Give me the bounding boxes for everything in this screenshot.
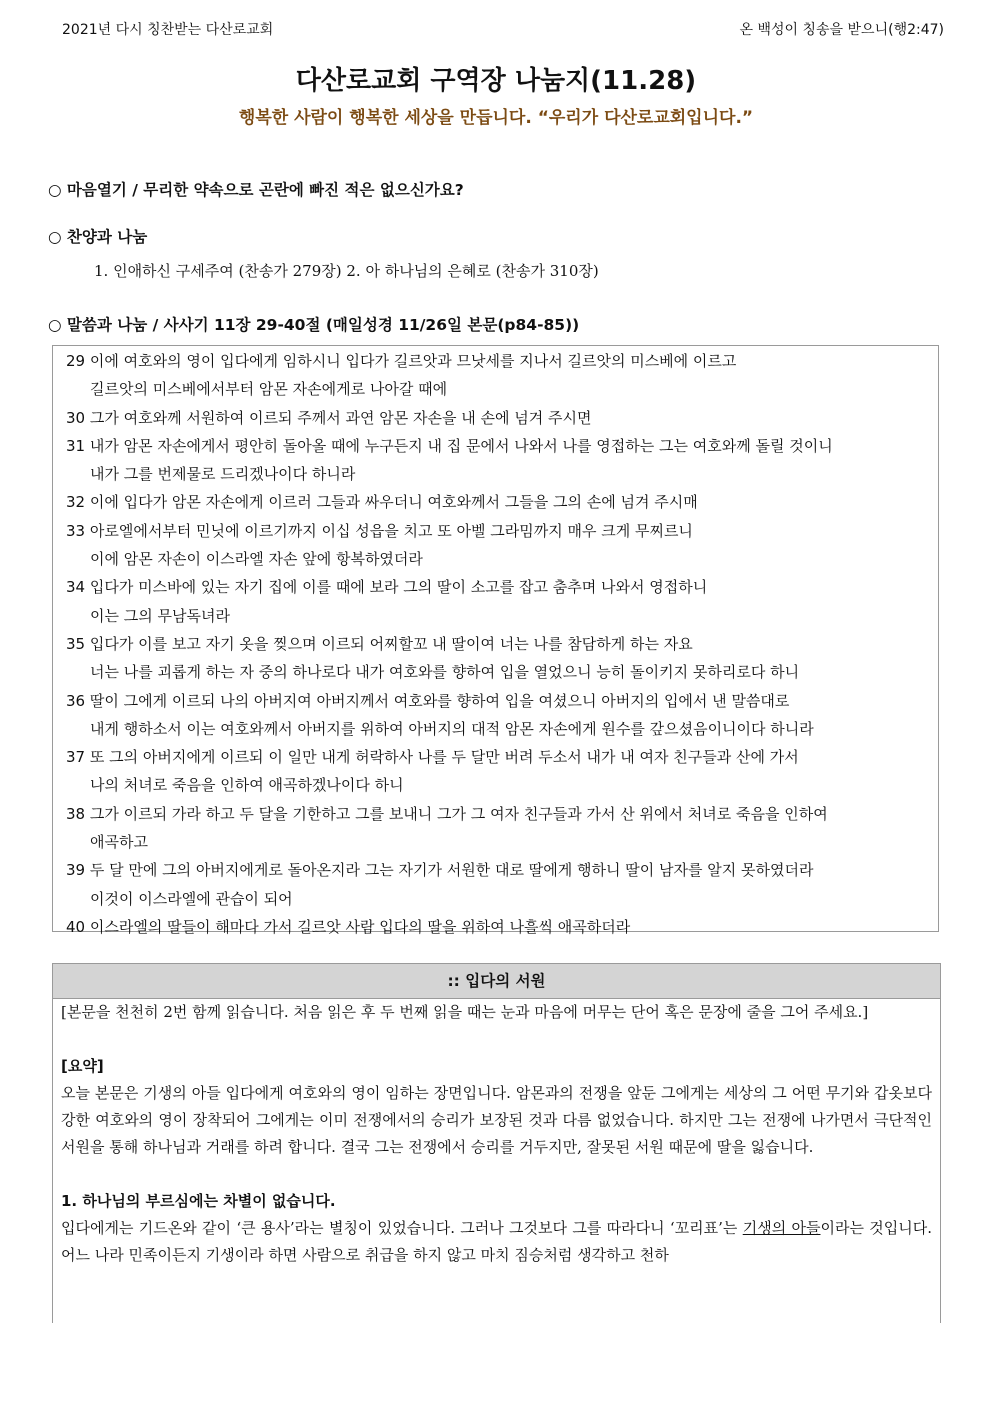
header-right: 온 백성이 칭송을 받으니(행2:47)	[739, 22, 944, 38]
scripture-line: 이는 그의 무남독녀라	[90, 606, 230, 625]
scripture-line: 35 입다가 이를 보고 자기 옷을 찢으며 이르되 어찌할꼬 내 딸이여 너는 나를 참담하게 하는 자요	[66, 634, 693, 653]
point1-text-b: 이라는 것입니다. 어느 나라 민족이든지 기생이라 하면 사람으로 취급을 하지 않고 마치 짐승처럼 생각하고 천하	[61, 1219, 932, 1264]
scripture-verse	[53, 743, 938, 800]
scripture-verse	[53, 687, 938, 744]
hymn-list: 1. 인애하신 구세주여 (찬송가 279장) 2. 아 하나님의 은혜로 (찬송가 310장)	[94, 262, 599, 280]
scripture-line: 37 또 그의 아버지에게 이르되 이 일만 내게 허락하사 나를 두 달만 버려 두소서 내가 내 여자 친구들과 산에 가서	[66, 748, 799, 767]
study-instruction: [본문을 천천히 2번 함께 읽습니다. 처음 읽은 후 두 번째 읽을 때는 눈과 마음에 머무는 단어 혹은 문장에 줄을 그어 주세요.]	[61, 1003, 869, 1021]
page-subtitle: 행복한 사람이 행복한 세상을 만듭니다. “우리가 다산로교회입니다.”	[238, 108, 754, 128]
scripture-verse	[53, 856, 938, 913]
scripture-verse	[53, 404, 938, 432]
point1-text-a: 입다에게는 기드온와 같이 ‘큰 용사’라는 별칭이 있었습니다. 그러나 그것보다 그를 따라다니 ‘꼬리표’는	[61, 1219, 743, 1237]
section-word: ○ 말씀과 나눔 / 사사기 11장 29-40절 (매일성경 11/26일 본문(p84-85))	[48, 316, 580, 334]
header-left: 2021년 다시 칭찬받는 다산로교회	[62, 22, 274, 38]
point1-underlined: 기생의 아들	[742, 1219, 821, 1237]
scripture-line: 29 이에 여호와의 영이 입다에게 임하시니 입다가 길르앗과 므낫세를 지나서 길르앗의 미스베에 이르고	[66, 352, 737, 370]
scripture-line: 이에 암몬 자손이 이스라엘 자손 앞에 항복하였더라	[90, 550, 423, 569]
scripture-line: 34 입다가 미스바에 있는 자기 집에 이를 때에 보라 그의 딸이 소고를 잡고 춤추며 나와서 영접하니	[66, 578, 708, 597]
point1-text	[61, 1215, 932, 1269]
scripture-line: 36 딸이 그에게 이르되 나의 아버지여 아버지께서 여호와를 향하여 입을 여셨으니 아버지의 입에서 낸 말씀대로	[66, 691, 790, 710]
scripture-line: 30 그가 여호와께 서원하여 이르되 주께서 과연 암몬 자손을 내 손에 넘겨 주시면	[66, 408, 592, 427]
point1-title: 1. 하나님의 부르심에는 차별이 없습니다.	[61, 1192, 336, 1210]
scripture-line: 39 두 달 만에 그의 아버지에게로 돌아온지라 그는 자기가 서원한 대로 딸에게 행하니 딸이 남자를 알지 못하였더라	[66, 861, 814, 880]
page-title: 다산로교회 구역장 나눔지(11.28)	[295, 66, 697, 96]
scripture-line: 길르앗의 미스베에서부터 암몬 자손에게로 나아갈 때에	[90, 380, 448, 399]
scripture-verse	[53, 432, 938, 489]
scripture-line: 내게 행하소서 이는 여호와께서 아버지를 위하여 아버지의 대적 암몬 자손에게 원수를 갚으셨음이니이다 하니라	[90, 719, 814, 738]
scripture-line: 33 아로엘에서부터 민닛에 이르기까지 이십 성읍을 치고 또 아벨 그라밈까지 매우 크게 무찌르니	[66, 521, 693, 540]
scripture-verse	[53, 573, 938, 630]
section-praise: ○ 찬양과 나눔	[48, 228, 148, 246]
scripture-line: 이것이 이스라엘에 관습이 되어	[90, 889, 293, 908]
scripture-verse	[53, 347, 938, 404]
summary-label: [요약]	[61, 1057, 104, 1075]
scripture-verse	[53, 517, 938, 574]
scripture-line: 40 이스라엘의 딸들이 해마다 가서 길르앗 사람 입다의 딸을 위하여 나흘씩 애곡하더라	[66, 917, 631, 936]
scripture-line: 32 이에 입다가 암몬 자손에게 이르러 그들과 싸우더니 여호와께서 그들을 그의 손에 넘겨 주시매	[66, 493, 698, 512]
scripture-verse	[53, 800, 938, 857]
study-box	[52, 963, 941, 1323]
section-opening: ○ 마음열기 / 무리한 약속으로 곤란에 빠진 적은 없으신가요?	[48, 181, 464, 199]
scripture-verse	[53, 630, 938, 687]
scripture-line: 38 그가 이르되 가라 하고 두 달을 기한하고 그를 보내니 그가 그 여자 친구들과 가서 산 위에서 처녀로 죽음을 인하여	[66, 804, 828, 823]
study-body	[53, 999, 940, 1269]
scripture-line: 나의 처녀로 죽음을 인하여 애곡하겠나이다 하니	[90, 776, 404, 795]
scripture-line: 너는 나를 괴롭게 하는 자 중의 하나로다 내가 여호와를 향하여 입을 열었으니 능히 돌이키지 못하리로다 하니	[90, 663, 800, 682]
scripture-box	[52, 345, 939, 936]
summary-text: 오늘 본문은 기생의 아들 입다에게 여호와의 영이 임하는 장면입니다. 암몬과의 전쟁을 앞둔 그에게는 세상의 그 어떤 무기와 갑옷보다 강한 여호와의 영이 장착되어 그에게는 이미 전쟁에서의 승리가 보장된 것과 다름 없었습니다. 하지만 그는 전쟁에 나가면서 극단적인 서원을 통해 하나님과 거래를 하려 합니다. 결국 그는 전쟁에서 승리를 거두지만, 잘못된 서원 때문에 딸을 잃습니다.	[61, 1084, 932, 1156]
scripture-verse	[53, 488, 938, 516]
scripture-line: 31 내가 암몬 자손에게서 평안히 돌아올 때에 누구든지 내 집 문에서 나와서 나를 영접하는 그는 여호와께 돌릴 것이니	[66, 436, 833, 455]
study-heading: :: 입다의 서원	[53, 964, 940, 999]
scripture-line: 내가 그를 번제물로 드리겠나이다 하니라	[90, 465, 356, 484]
scripture-verse	[53, 913, 938, 941]
scripture-line: 애곡하고	[90, 833, 148, 852]
